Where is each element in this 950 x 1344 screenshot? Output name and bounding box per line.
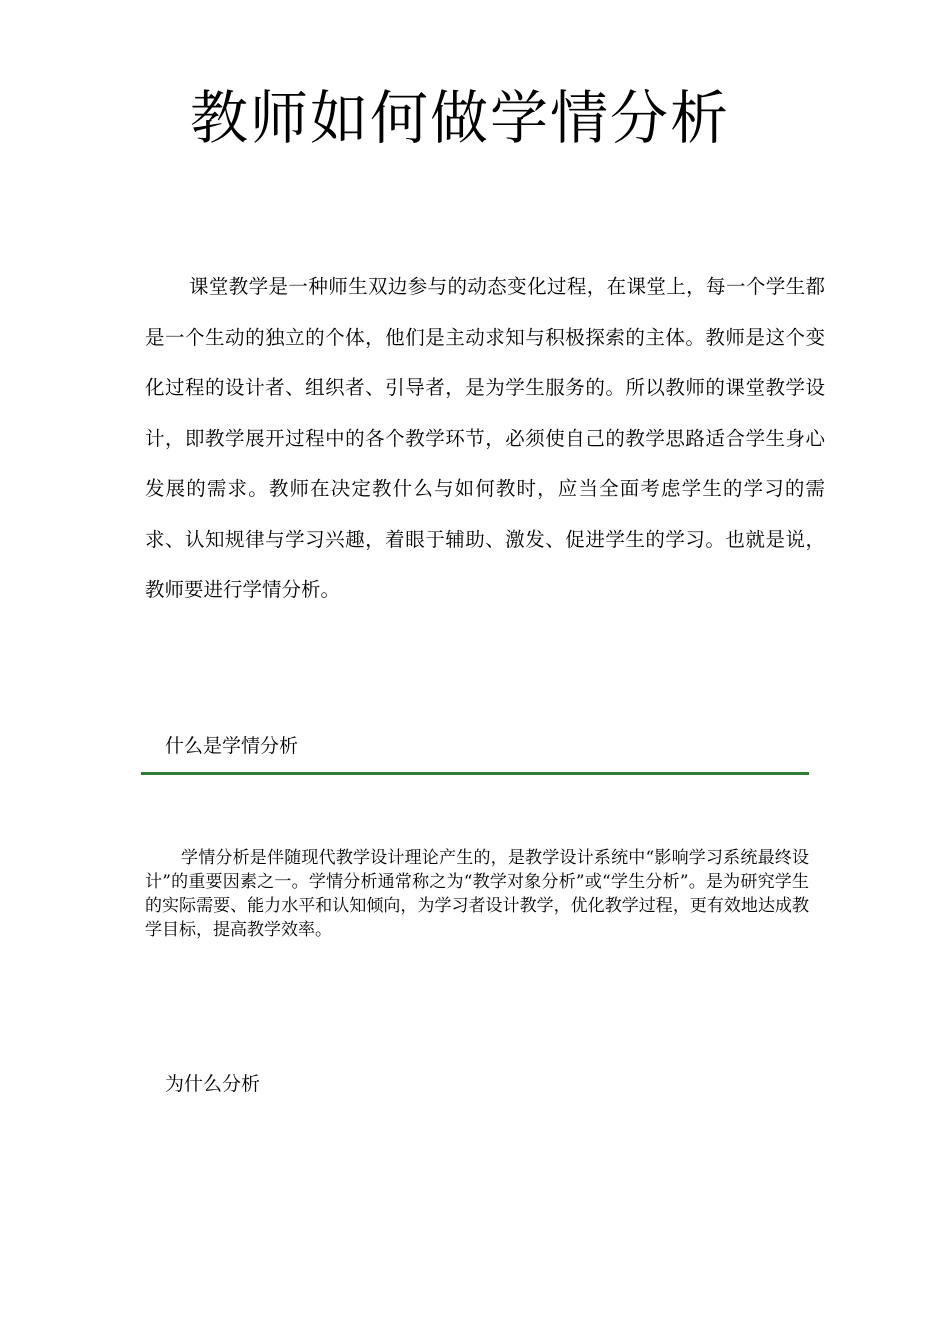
document-title: 教师如何做学情分析	[189, 84, 730, 152]
section-heading-what-is: 什么是学情分析	[165, 735, 299, 757]
section-divider	[141, 772, 809, 775]
definition-paragraph: 学情分析是伴随现代教学设计理论产生的，是教学设计系统中“影响学习系统最终设计”的重要因素之一。学情分析通常称之为“教学对象分析”或“学生分析”。是为研究学生的实际需要、能力水平和认知倾向，为学习者设计教学，优化教学过程，更有效地达成教学目标，提高教学效率。	[145, 848, 809, 940]
section-heading-why: 为什么分析	[165, 1073, 261, 1095]
intro-paragraph: 课堂教学是一种师生双边参与的动态变化过程，在课堂上，每一个学生都是一个生动的独立的个体，他们是主动求知与积极探索的主体。教师是这个变化过程的设计者、组织者、引导者，是为学生服务的。所以教师的课堂教学设计，即教学展开过程中的各个教学环节，必须使自己的教学思路适合学生身心发展的需求。教师在决定教什么与如何教时，应当全面考虑学生的学习的需求、认知规律与学习兴趣，着眼于辅助、激发、促进学生的学习。也就是说，教师要进行学情分析。	[145, 275, 825, 601]
